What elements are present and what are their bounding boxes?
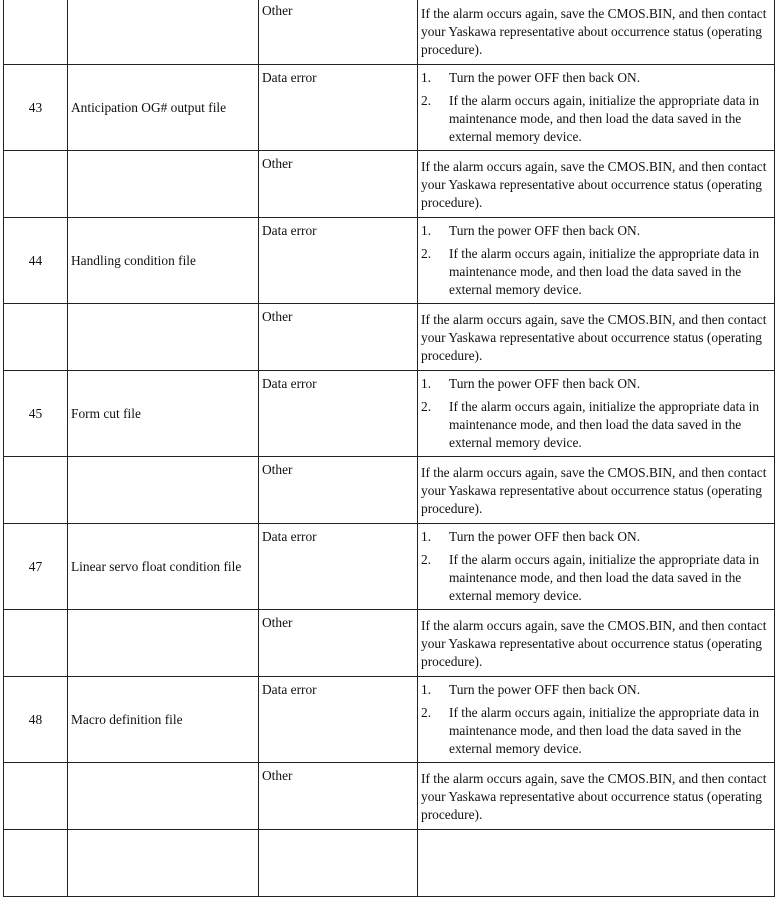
error-type-cell: Other — [259, 457, 418, 524]
remedy-steps — [421, 375, 770, 452]
step-text: If the alarm occurs again, initialize the appropriate data in maintenance mode, and then load the data saved in the external memory device. — [449, 93, 760, 144]
step-number: 2. — [421, 399, 432, 414]
error-type-cell: Other — [259, 151, 418, 218]
table-row — [4, 371, 775, 457]
error-type-cell: Other — [259, 610, 418, 677]
remedy-cell — [418, 371, 775, 457]
remedy-step — [421, 704, 770, 758]
alarm-number-cell — [4, 151, 68, 218]
remedy-step — [421, 245, 770, 299]
table-row — [4, 65, 775, 151]
file-name-cell: Anticipation OG# output file — [68, 65, 259, 151]
table-row — [4, 304, 775, 371]
error-type-cell: Data error — [259, 65, 418, 151]
step-text: If the alarm occurs again, initialize the appropriate data in maintenance mode, and then load the data saved in the external memory device. — [449, 246, 760, 297]
remedy-step — [421, 69, 770, 87]
error-type-cell: Data error — [259, 218, 418, 304]
step-number: 1. — [421, 70, 432, 85]
remedy-cell — [418, 65, 775, 151]
alarm-number-cell — [4, 457, 68, 524]
table-row — [4, 763, 775, 830]
table-row — [4, 610, 775, 677]
remedy-step — [421, 92, 770, 146]
remedy-cell: If the alarm occurs again, save the CMOS.BIN, and then contact your Yaskawa representative about occurrence status (operating procedure). — [418, 151, 775, 218]
step-text: If the alarm occurs again, initialize the appropriate data in maintenance mode, and then load the data saved in the external memory device. — [449, 552, 760, 603]
table-row — [4, 830, 775, 897]
file-name-cell — [68, 830, 259, 897]
file-name-cell: Macro definition file — [68, 677, 259, 763]
file-name-cell — [68, 151, 259, 218]
remedy-cell — [418, 218, 775, 304]
alarm-number-cell — [4, 610, 68, 677]
step-text: Turn the power OFF then back ON. — [449, 223, 641, 238]
table-row — [4, 524, 775, 610]
step-number: 1. — [421, 682, 432, 697]
table-row — [4, 457, 775, 524]
error-type-cell: Other — [259, 304, 418, 371]
file-name-cell: Handling condition file — [68, 218, 259, 304]
step-number: 1. — [421, 376, 432, 391]
file-name-cell — [68, 304, 259, 371]
remedy-cell — [418, 830, 775, 897]
file-name-cell — [68, 0, 259, 65]
alarm-number-cell: 45 — [4, 371, 68, 457]
remedy-cell — [418, 524, 775, 610]
step-text: Turn the power OFF then back ON. — [449, 70, 641, 85]
remedy-cell: If the alarm occurs again, save the CMOS.BIN, and then contact your Yaskawa representative about occurrence status (operating procedure). — [418, 304, 775, 371]
table-row — [4, 218, 775, 304]
step-number: 2. — [421, 552, 432, 567]
step-text: Turn the power OFF then back ON. — [449, 682, 641, 697]
step-text: Turn the power OFF then back ON. — [449, 376, 641, 391]
remedy-steps — [421, 681, 770, 758]
alarm-number-cell: 47 — [4, 524, 68, 610]
remedy-step — [421, 375, 770, 393]
file-name-cell — [68, 763, 259, 830]
alarm-number-cell: 48 — [4, 677, 68, 763]
error-type-cell — [259, 830, 418, 897]
step-number: 2. — [421, 93, 432, 108]
error-type-cell: Data error — [259, 524, 418, 610]
remedy-cell — [418, 677, 775, 763]
remedy-cell: If the alarm occurs again, save the CMOS.BIN, and then contact your Yaskawa representative about occurrence status (operating procedure). — [418, 610, 775, 677]
alarm-number-cell — [4, 304, 68, 371]
alarm-number-cell: 43 — [4, 65, 68, 151]
remedy-cell: If the alarm occurs again, save the CMOS.BIN, and then contact your Yaskawa representative about occurrence status (operating procedure). — [418, 457, 775, 524]
remedy-step — [421, 551, 770, 605]
error-type-cell: Other — [259, 0, 418, 65]
table-row — [4, 677, 775, 763]
table-row — [4, 151, 775, 218]
remedy-cell: If the alarm occurs again, save the CMOS.BIN, and then contact your Yaskawa representative about occurrence status (operating procedure). — [418, 0, 775, 65]
step-text: Turn the power OFF then back ON. — [449, 529, 641, 544]
remedy-step — [421, 528, 770, 546]
remedy-steps — [421, 222, 770, 299]
file-name-cell: Linear servo float condition file — [68, 524, 259, 610]
alarm-table — [3, 0, 775, 897]
error-type-cell: Data error — [259, 371, 418, 457]
remedy-step — [421, 681, 770, 699]
remedy-steps — [421, 69, 770, 146]
file-name-cell — [68, 457, 259, 524]
alarm-table-body — [4, 0, 775, 897]
step-number: 2. — [421, 705, 432, 720]
step-text: If the alarm occurs again, initialize the appropriate data in maintenance mode, and then load the data saved in the external memory device. — [449, 705, 760, 756]
alarm-number-cell — [4, 763, 68, 830]
step-number: 2. — [421, 246, 432, 261]
error-type-cell: Other — [259, 763, 418, 830]
step-number: 1. — [421, 529, 432, 544]
file-name-cell — [68, 610, 259, 677]
table-row — [4, 0, 775, 65]
step-text: If the alarm occurs again, initialize the appropriate data in maintenance mode, and then load the data saved in the external memory device. — [449, 399, 760, 450]
error-type-cell: Data error — [259, 677, 418, 763]
alarm-number-cell — [4, 830, 68, 897]
alarm-number-cell — [4, 0, 68, 65]
step-number: 1. — [421, 223, 432, 238]
alarm-number-cell: 44 — [4, 218, 68, 304]
remedy-step — [421, 222, 770, 240]
remedy-steps — [421, 528, 770, 605]
file-name-cell: Form cut file — [68, 371, 259, 457]
remedy-cell: If the alarm occurs again, save the CMOS.BIN, and then contact your Yaskawa representative about occurrence status (operating procedure). — [418, 763, 775, 830]
remedy-step — [421, 398, 770, 452]
